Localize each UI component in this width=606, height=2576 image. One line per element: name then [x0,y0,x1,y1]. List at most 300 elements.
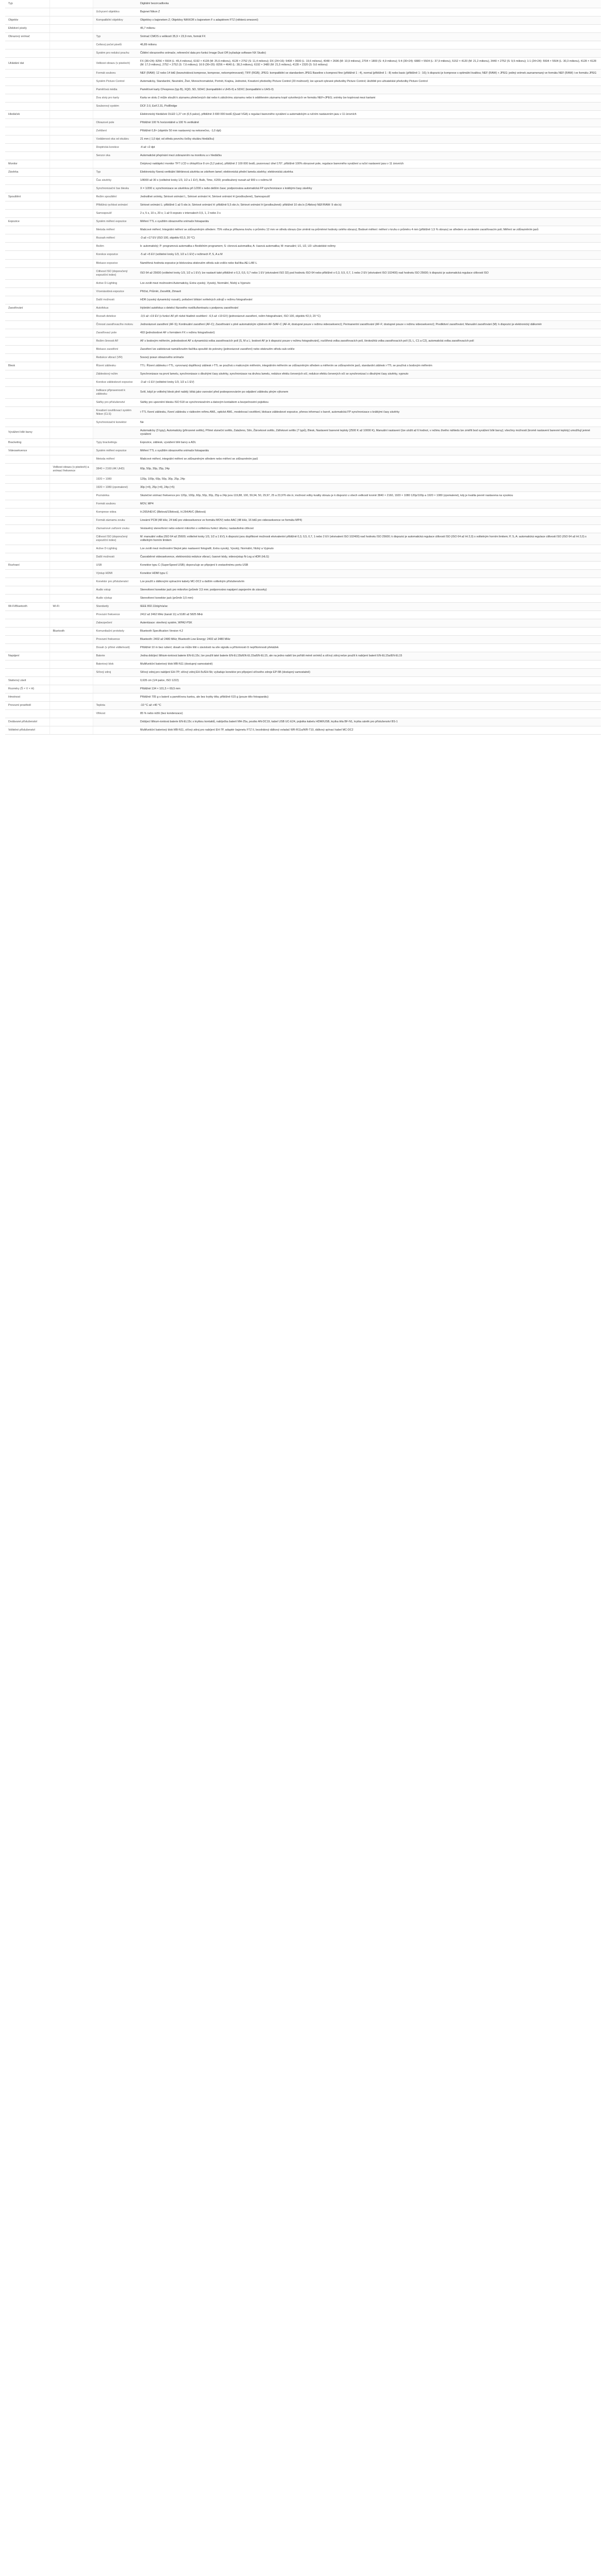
spec-value: 45,7 milionu [137,25,601,33]
spec-category [5,586,49,595]
spec-category: Efektivní pixely [5,25,49,33]
spec-row [5,644,601,652]
spec-category [5,210,49,218]
spec-subcategory [49,455,93,463]
spec-label: Formát souboru [93,500,137,509]
spec-label: Zvětšení [93,127,137,135]
spec-value: Měření TTL s využitím obrazového snímače fotoaparátu [137,447,601,455]
spec-subcategory [49,287,93,296]
spec-label: Dva sloty pro karty [93,94,137,103]
spec-row [5,337,601,345]
spec-label: Korekce zábleskové expozice [93,378,137,386]
spec-label: Indikace připravenosti k záblesku [93,386,137,398]
spec-row [5,329,601,337]
spec-label [93,726,137,735]
spec-label: Autofokus [93,304,137,312]
spec-category [5,553,49,562]
spec-label: Čas závěrky [93,177,137,185]
spec-row [5,279,601,287]
spec-row [5,16,601,25]
spec-value: Stereofonní konektor jack pro mikrofon (průměr 3,5 mm; podporováno napájení zapojením do zásuvky) [137,586,601,595]
spec-value: Karta ve slotu 2 může sloužit k záznamu přetečených dat nebo k záložnímu záznamu nebo k odděleném záznamu kopií vytvořených ve formátu NEF+JPEG; snímky lze kopírovat mezi kartami [137,94,601,103]
spec-value: Stereofonní konektor jack (průměr 3,5 mm) [137,595,601,603]
spec-subcategory [49,427,93,438]
spec-value: MOV, MP4 [137,500,601,509]
spec-label: Metoda měření [93,455,137,463]
spec-row [5,386,601,398]
spec-label: 1920 × 1080 [93,475,137,483]
spec-label: Síťový zdroj [93,669,137,677]
spec-row [5,619,601,628]
spec-label: Řízení záblesku [93,362,137,370]
spec-value: -3,5 až +19 EV (s funkcí AF při nízké hladině osvětlení: -6,5 až +19 EV) (jednorázové zaostření, režim fotografování, ISO 100, objektiv f/2,0, 20 °C) [137,312,601,320]
spec-label: Active D-Lighting [93,545,137,553]
spec-row [5,49,601,58]
spec-subcategory [49,70,93,78]
spec-subcategory [49,475,93,483]
spec-category: Zaostřování [5,304,49,312]
spec-category [5,418,49,427]
spec-row [5,251,601,259]
spec-value: Naměřená hodnota expozice je blokována stisknutím středu sub-voliče nebo tlačítka AE-L/AF-L [137,259,601,267]
spec-category [5,103,49,111]
spec-value: -10 °C až +40 °C [137,702,601,710]
spec-category [5,144,49,152]
spec-value: i-TTL řízení záblesku, řízení záblesku v rádiovém reřimu AWL, optické AWL, modelovací osvětlení, blokace zábleskové expozice, přenos informací o barvě, automatická FP synchronizace s krátkými časy závěrky [137,406,601,418]
spec-subcategory [49,677,93,685]
spec-label: Blokace expozice [93,259,137,267]
spec-row [5,693,601,702]
spec-row [5,144,601,152]
spec-row [5,517,601,525]
spec-row [5,525,601,533]
spec-subcategory [49,279,93,287]
spec-row [5,296,601,304]
spec-row [5,378,601,386]
spec-category [5,533,49,545]
spec-subcategory [49,570,93,578]
spec-subcategory: Velikost obrazu (v pixelech) a snímací frekvence [49,463,93,475]
spec-value: Automaticky, Standardní, Neutrální, Živé, Monochromatické, Portrét, Krajina, Jednotné, Kreativní předvolby Picture Control (20 možností); lze upravit vybrané předvolby Picture Control; úložiště pro uživatelské předvolby Picture Control [137,78,601,86]
spec-value: Přibližně 134 × 101,5 × 69,5 mm [137,685,601,693]
spec-value: Zaostření lze zablokovat namáčknutím tlačítka spouště do poloviny (jednorázové zaostření) nebo stisknutím středu sub-voliče [137,345,601,353]
spec-label: Blokace zaostření [93,345,137,353]
spec-label: Záznamové zařízení zvuku [93,525,137,533]
spec-row [5,628,601,636]
spec-row [5,483,601,492]
spec-subcategory [49,185,93,193]
spec-category [5,463,49,475]
spec-value: Synchronizace na první lamelu, synchronizace s dlouhými časy závěrky, synchronizace na druhou lamelu, redukce efektu červených očí, redukce efektu červených očí se synchronizací s dlouhými časy závěrky, vypnuto [137,370,601,378]
spec-category: Videosekvence [5,447,49,455]
spec-value: ISO 64 až 25600 (volitelné kroky 1/3, 1/2 a 1 EV); lze nastavit také přibližně o 0,3, 0,5, 0,7 nebo 1 EV (ekvivalent ISO 32) pod hodnotu ISO 64 nebo přibližně o 0,3, 0,5, 0,7, 1 nebo 2 EV (ekvivalent ISO 102400) nad hodnotu ISO 25600; k dispozici je automatická regulace citlivosti ISO [137,267,601,279]
spec-subcategory [49,78,93,86]
spec-subcategory [49,517,93,525]
spec-category [5,267,49,279]
spec-category [5,406,49,418]
spec-subcategory [49,243,93,251]
spec-row [5,652,601,660]
spec-category: Expozice [5,218,49,226]
spec-row [5,94,601,103]
spec-subcategory [49,386,93,398]
spec-subcategory [49,86,93,94]
spec-row [5,533,601,545]
spec-row [5,25,601,33]
spec-category: Stativový závit [5,677,49,685]
spec-subcategory [49,304,93,312]
spec-category: Hmotnost [5,693,49,702]
spec-label [93,718,137,726]
spec-value: Jedna dobíjecí lithium-iontová baterie EN-EL15c; lze použít také baterie EN-EL15b/EN-EL15a/EN-EL15, ale na jedno nabití lze pořídit méně snímků a síťový zdroj nelze použít k nabíjení baterií EN-EL15a/EN-EL15 [137,652,601,660]
spec-value: Svítí, když je volitelný blesk plně nabitý; bliká jako varování před podexponováním po odpálení záblesku plným výkonem [137,386,601,398]
spec-value: Snímač CMOS s velikostí 35,9 × 23,9 mm, formát FX [137,33,601,41]
spec-category [5,483,49,492]
spec-subcategory [49,533,93,545]
spec-label: Rozsah měření [93,234,137,243]
spec-category [5,595,49,603]
spec-row [5,234,601,243]
spec-row [5,185,601,193]
spec-row [5,127,601,135]
spec-value: Přibližně 0,8× (objektiv 50 mm nastavený na nekonečno, -1,0 dpt) [137,127,601,135]
spec-category [5,492,49,500]
spec-label: Zaostřovací pole [93,329,137,337]
spec-row [5,86,601,94]
spec-category [5,135,49,144]
spec-subcategory [49,545,93,553]
spec-subcategory [49,218,93,226]
spec-label: Paměťová média [93,86,137,94]
spec-subcategory [49,251,93,259]
spec-row [5,611,601,619]
spec-label: Zabezpečení [93,619,137,628]
spec-row [5,8,601,16]
spec-value: Konektor HDMI typu C [137,570,601,578]
spec-row [5,636,601,644]
spec-subcategory [49,234,93,243]
spec-category [5,710,49,718]
spec-category [5,509,49,517]
spec-label [93,25,137,33]
spec-row [5,492,601,500]
spec-subcategory [49,135,93,144]
spec-value: Paměťové karty CFexpress (typ B), XQD, SD, SDHC (kompatibilní s UHS-II) a SDXC (kompatibilní s UHS-II) [137,86,601,94]
spec-subcategory [49,418,93,427]
spec-category [5,619,49,628]
spec-subcategory [49,595,93,603]
spec-row [5,475,601,483]
spec-subcategory [49,226,93,234]
spec-subcategory [49,578,93,586]
spec-label: Standardy [93,603,137,611]
spec-value: Konektor typu C (SuperSpeed USB); doporučuje se připojení k vestavěnému portu USB [137,562,601,570]
spec-category: Monitor [5,160,49,168]
spec-category: Dodávané příslušenství [5,718,49,726]
spec-subcategory [49,353,93,362]
spec-value: Sériové snímání L: přibližně 1 až 5 obr./s; Sériové snímání H: přibližně 5,5 obr./s; Sériové snímání H (prodloužené): přibližně 10 obr./s (14bitový NEF/RAW: 9 obr./s) [137,201,601,210]
spec-value: Automatické přepínání mezi zobrazením na monitoru a v hledáčku [137,152,601,160]
spec-value: 120p, 100p, 60p, 50p, 30p, 25p, 24p [137,475,601,483]
spec-value: Lze zvolit mezi možnostmi Stejné jako nastavení fotografií, Extra vysoký, Vysoký, Normální, Nízký a Vypnuto [137,545,601,553]
spec-row [5,710,601,718]
spec-category [5,177,49,185]
spec-label: Formát záznamu zvuku [93,517,137,525]
spec-category [5,578,49,586]
spec-label: Vlhkost [93,710,137,718]
spec-subcategory [49,693,93,702]
spec-subcategory [49,8,93,16]
spec-row [5,312,601,320]
spec-value: 21 mm (-1,0 dpt; od středu povrchu čočky okuláru hledáčku) [137,135,601,144]
spec-label: Typ [93,168,137,177]
spec-value: Síťový zdroj pro nabíjení EH-7P; síťový zdroj EH-5c/EH-5b; vyžaduje konektor pro připojení síťového zdroje EP-5B (dostupný samostatně) [137,669,601,677]
spec-category [5,312,49,320]
spec-subcategory [49,483,93,492]
spec-category: Rozhraní [5,562,49,570]
spec-subcategory [49,636,93,644]
spec-label: Další možnosti [93,553,137,562]
spec-category: Závěrka [5,168,49,177]
spec-category [5,78,49,86]
spec-subcategory [49,152,93,160]
spec-row [5,259,601,267]
spec-value: M: manuální volba (ISO 64 až 25600; volitelné kroky 1/3, 1/2 a 1 EV); k dispozici jsou doplňkové možnosti ekvivalentní přibližně 0,3, 0,5, 0,7, 1 nebo 2 EV (ekvivalent ISO 102400) nad hodnotu ISO 25600; k dispozici je automatická regulace citlivosti ISO (ISO 64 až Hi 2,0) s volitelným horním limitem; P, S, A: automatická regulace citlivosti ISO (ISO 64 až Hi 2,0) s volitelným horním limitem [137,533,601,545]
spec-row [5,168,601,177]
spec-category [5,386,49,398]
spec-value: 0,635 cm (1/4 palce, ISO 1222) [137,677,601,685]
spec-category [5,279,49,287]
spec-subcategory [49,33,93,41]
spec-category: Typ [5,0,49,8]
spec-row [5,447,601,455]
spec-subcategory [49,660,93,669]
spec-label: Dioptrická korekce [93,144,137,152]
spec-value: b: automatický; P: programová automatika s flexibilním programem; S: clonová automatika; A: časová automatika; M: manuální; U1, U2, U3: uživatelské režimy [137,243,601,251]
spec-category [5,49,49,58]
spec-subcategory [49,378,93,386]
spec-row [5,545,601,553]
spec-value: X = 1/200 s; synchronizace se závěrkou při 1/200 s nebo delším čase; podporována automatická FP synchronizace s krátkými časy závěrky [137,185,601,193]
spec-category [5,94,49,103]
spec-row [5,595,601,603]
spec-category [5,329,49,337]
spec-label: Provozní frekvence [93,636,137,644]
spec-value: DCF 2.0, Exif 2.31, PictBridge [137,103,601,111]
spec-value: 60p, 50p, 30p, 25p, 24p [137,463,601,475]
spec-category [5,259,49,267]
spec-subcategory [49,370,93,378]
spec-label: Active D-Lighting [93,279,137,287]
spec-value: -5 až +5 EV (volitelné kroky 1/3, 1/2 a 1 EV) v režimech P, S, A a M [137,251,601,259]
spec-subcategory [49,168,93,177]
spec-subcategory [49,345,93,353]
spec-subcategory [49,94,93,103]
spec-category: Obrazový snímač [5,33,49,41]
spec-value: Multifunkční bateriový blok MB-N11 (dostupný samostatně) [137,660,601,669]
spec-label: Rozsah detekce [93,312,137,320]
spec-row [5,562,601,570]
spec-value: Multifunkční bateriový blok MB-N11, síťový zdroj pro nabíjení EH-7P, adaptér bajonetu FTZ II, bezdrátový dálkový ovladač WR-R11a/WR-T10, dálkový spínací kabel MC-DC2 [137,726,601,735]
spec-label: Citlivost ISO (doporučený expoziční index) [93,267,137,279]
spec-label [93,111,137,119]
spec-label: Celkový počet pixelů [93,41,137,49]
spec-row [5,509,601,517]
spec-row [5,41,601,49]
spec-row [5,685,601,693]
spec-row [5,398,601,406]
spec-subcategory [49,652,93,660]
spec-subcategory [49,41,93,49]
spec-label: Souborový systém [93,103,137,111]
spec-value: 46,89 milionu [137,41,601,49]
spec-category [5,8,49,16]
spec-row [5,304,601,312]
spec-row [5,362,601,370]
spec-label: Režim činnosti AF [93,337,137,345]
spec-category [5,320,49,329]
spec-category [5,500,49,509]
spec-row [5,726,601,735]
spec-row [5,193,601,201]
spec-row [5,103,601,111]
spec-value: Bajonet Nikon Z [137,8,601,16]
spec-value: FX (36×24): 8256 × 5504 (L: 45,4 milionu), 6192 × 4128 (M: 25,6 milionu), 4128 × 2752 (S: 11,4 milionu); DX (24×16): 5408 × 3600 (L: 19,5 milionu), 4048 × 2696 (M: 10,9 milionu), 2704 × 1800 (S: 4,9 milionu); 5:4 (30×24): 6880 × 5504 (L: 37,9 milionu), 5152 × 4120 (M: 21,2 milionu), 3440 × 2752 (S: 9,5 milionu); 1:1 (24×24): 5504 × 5504 (L: 30,3 milionu), 4128 × 4128 (M: 17,0 milionu), 2752 × 2752 (S: 7,6 milionu); 16:9 (36×20): 8256 × 4640 (L: 38,3 milionu), 6192 × 3480 (M: 21,5 milionu), 4128 × 2320 (S: 9,6 milionu) [137,58,601,70]
spec-label: Baterie [93,652,137,660]
spec-subcategory [49,337,93,345]
spec-value: Digitální bezzrcadlovka [137,0,601,8]
spec-category [5,152,49,160]
spec-category [5,70,49,78]
spec-label [93,427,137,438]
spec-label [93,677,137,685]
spec-category [5,669,49,677]
spec-subcategory [49,160,93,168]
spec-subcategory [49,710,93,718]
spec-label [93,693,137,702]
spec-row [5,427,601,438]
spec-sheet [0,0,606,735]
spec-value: -3 až +1 EV (volitelné kroky 1/3, 1/2 a 1 EV) [137,378,601,386]
spec-row [5,267,601,279]
spec-category: Vyvážení bílé barvy [5,427,49,438]
spec-subcategory [49,685,93,693]
spec-value: Měření TTL s využitím obrazového snímače fotoaparátu [137,218,601,226]
spec-subcategory [49,49,93,58]
spec-label: Režim spouštění [93,193,137,201]
spec-value: Automaticky (3 typy), Automaticky (přirozené světlo), Přímé sluneční světlo, Zataženo, Stín, Žárovkové světlo, Zářivkové světlo (7 typů), Blesk, Nastavení barevné teploty (2500 K až 10000 K), Manuální nastavení (lze uložit až 6 hodnot, v režimu živého náhledu lze změřit bod vyvážení bílé barvy); všechny možnosti (kromě nastavení barevné teploty) umožňují jemné vyvážení [137,427,601,438]
spec-label: Metoda měření [93,226,137,234]
spec-label: Synchronizační čas blesku [93,185,137,193]
spec-value: Vestavěný stereofonní nebo externí mikrofon s volitelnou funkcí útlumu; nastavitelná citlivost [137,525,601,533]
spec-category: Ukládání dat [5,58,49,70]
spec-value: Dobíjecí lithium-iontová baterie EN-EL15c s krytkou kontaktů, nabíječka baterií MH-25a, poutko AN-DC19, kabel USB UC-E24, pojistka kabelu HDMI/USB, krytka těla BF-N1, krytka sáněk pro příslušenství BS-1 [137,718,601,726]
spec-subcategory [49,58,93,70]
spec-value: TTL: Řízení záblesku i-TTL; vyrovnaný doplňkový záblesk i-TTL se používá s maticovým měřením, integrálním měřením se zdůrazněným středem a měřením se zdůrazněním jasů, standardní záblesk i-TTL se používá s bodovým měřením [137,362,601,370]
spec-subcategory [49,509,93,517]
spec-subcategory [49,0,93,8]
spec-subcategory [49,619,93,628]
spec-row [5,78,601,86]
spec-label [93,685,137,693]
spec-row [5,603,601,611]
spec-category [5,337,49,345]
spec-subcategory [49,127,93,135]
spec-row [5,218,601,226]
spec-label: Další možnosti [93,296,137,304]
spec-value: Sáňky pro upevnění blesku ISO 518 se synchronizačním a datovým kontaktem a bezpečnostní pojistkou [137,398,601,406]
spec-value: NEF (RAW): 12 nebo 14 bitů (bezeztrátová komprese, komprese, nekomprimované); TIFF (RGB); JPEG: kompatibilní se standardem JPEG Baseline s kompresí fine (přibližně 1 : 4), normal (přibližně 1 : 8) nebo basic (přibližně 1 : 16); k dispozici je komprese s optimální kvalitou; NEF (RAW) + JPEG: jediný snímek zaznamenaný ve formátu NEF (RAW) i ve formátu JPEG [137,70,601,78]
spec-label: Režim [93,243,137,251]
spec-subcategory [49,119,93,127]
spec-category [5,455,49,463]
spec-subcategory [49,702,93,710]
spec-category: Wi-Fi/Bluetooth [5,603,49,611]
spec-value: Bluetooth: 2402 až 2480 MHz; Bluetooth Low Energy: 2402 až 2480 MHz [137,636,601,644]
spec-category [5,226,49,234]
spec-category [5,570,49,578]
spec-subcategory [49,267,93,279]
spec-category [5,86,49,94]
spec-category [5,644,49,652]
spec-label: Systém měření expozice [93,218,137,226]
spec-label: Korekce expozice [93,251,137,259]
spec-category: Bracketing [5,438,49,447]
spec-row [5,201,601,210]
spec-label: Citlivost ISO (doporučený expoziční index) [93,533,137,545]
spec-row [5,578,601,586]
spec-category [5,201,49,210]
spec-subcategory: Wi-Fi [49,603,93,611]
spec-value: Ne [137,418,601,427]
spec-row [5,177,601,185]
spec-label: Poznámka [93,492,137,500]
spec-label: Přibližná rychlost snímání [93,201,137,210]
spec-subcategory [49,312,93,320]
spec-label: Systém pro redukci prachu [93,49,137,58]
spec-row [5,226,601,234]
spec-value: Čištění obrazového snímače, referenční data pro funkci Image Dust Off (vyžaduje software NX Studio) [137,49,601,58]
spec-row [5,677,601,685]
spec-label: Konektor pro příslušenství [93,578,137,586]
spec-row [5,553,601,562]
spec-category: Objektiv [5,16,49,25]
spec-category [5,243,49,251]
spec-row [5,58,601,70]
spec-category [5,636,49,644]
spec-subcategory [49,177,93,185]
spec-value: Hybridní autofokus s detekcí fázového rozdílu/kontrastu s podporou zaostřování [137,304,601,312]
spec-value: 2412 až 2462 MHz (kanál 11) a 5180 až 5825 MHz [137,611,601,619]
spec-subcategory [49,25,93,33]
spec-label: Audio vstup [93,586,137,595]
spec-value: 1/8000 až 30 s (volitelné kroky 1/3, 1/2 a 1 EV), Bulb, Time, X200; prodloužený rozsah až 900 s v režimu M [137,177,601,185]
spec-value: Elektronicky řízená vertikální štěrbinová závěrka se zdvihem lamel; elektronická přední lamela závěrky; elektronická závěrka [137,168,601,177]
spec-value: Maticové měření; Integrální měření se zdůrazněným středem: 75% váha je přiřazena kruhu o průměru 12 mm ve středu obrazu (lze změnit na průměrné hodnoty celého obrazu); Bodové měření: měření v kruhu o průměru 4 mm (přibližně 1,5 % obrazu) se středem ve zvoleném zaostřovacím poli; Měření se zdůrazněním jasů [137,226,601,234]
spec-value: Elektronický hledáček OLED 1,27 cm (0,5 palce), přibližně 3 690 000 bodů (Quad VGA) s regulací barevného vyvážení a automatickým a ručním nastavením jasu v 11 úrovních [137,111,601,119]
spec-value: -4 až +2 dpt [137,144,601,152]
spec-value: 85 % nebo nižší (bez kondenzace) [137,710,601,718]
spec-row [5,500,601,509]
spec-row [5,660,601,669]
spec-value: Expozice, záblesk, vyvážení bílé barvy a ADL [137,438,601,447]
spec-row [5,287,601,296]
spec-label: Systém Picture Control [93,78,137,86]
spec-label: Teplota [93,702,137,710]
spec-value: Lineární PCM (48 kHz, 24 bitů pro videosekvence ve formátu MOV) nebo AAC (48 kHz, 16 bitů pro videosekvence ve formátu MP4) [137,517,601,525]
spec-value: Jednotlivé snímky, Sériové snímání L, Sériové snímání H, Sériové snímání H (prodloužené), Samospoušť [137,193,601,201]
spec-value: Přibližně 10 m bez rušení; dosah se může lišit v závislosti na síle signálu a přítomnosti či nepřítomnosti překážek [137,644,601,652]
